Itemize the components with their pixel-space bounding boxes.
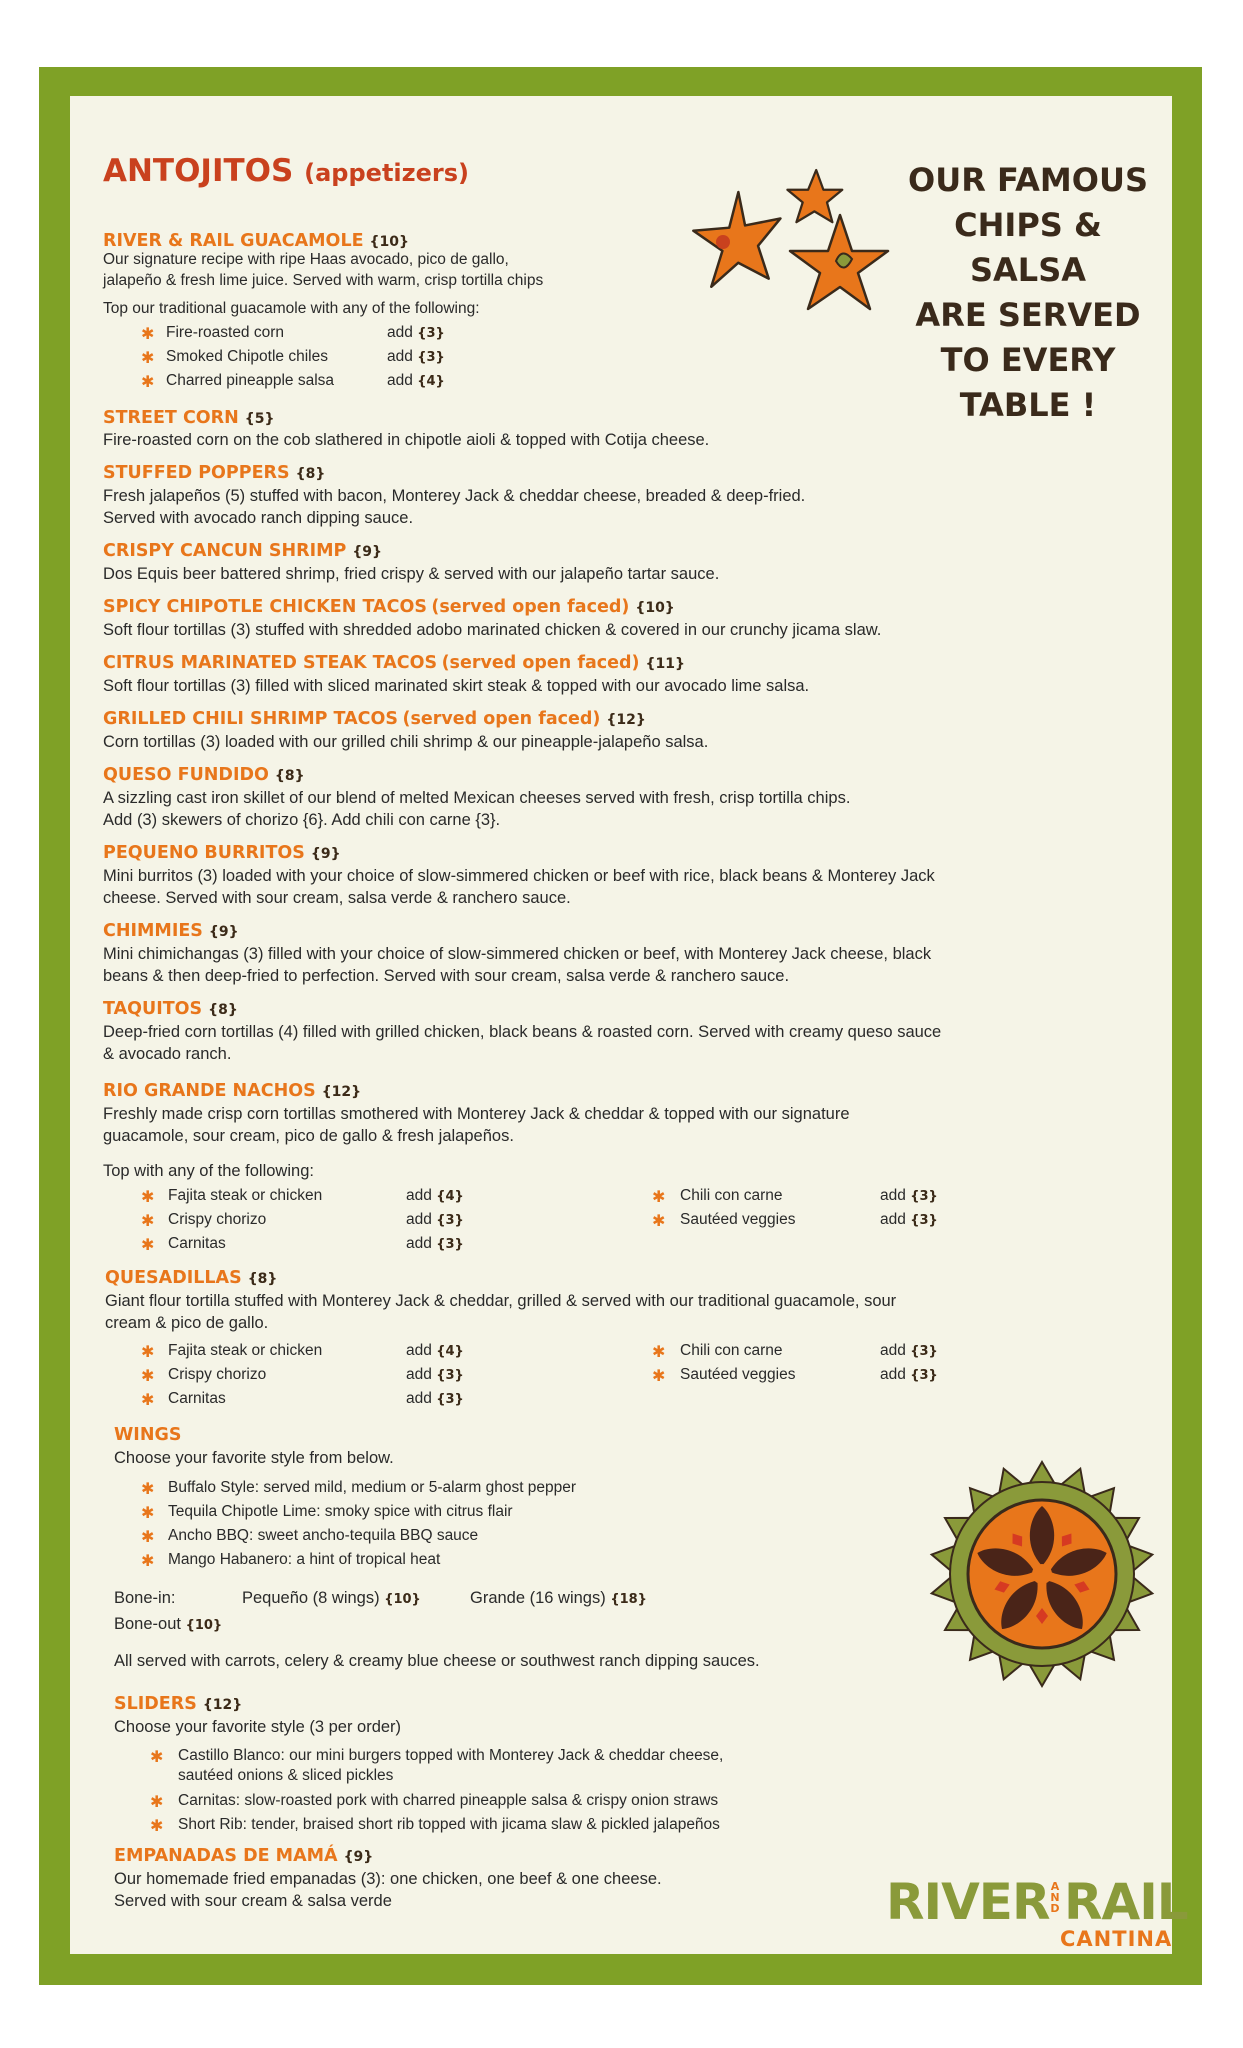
item-desc: Our homemade fried empanadas (3): one chicken, one beef & one cheese. [114, 1870, 662, 1888]
addon-add: add [387, 324, 413, 341]
addon-price: {4} [417, 374, 445, 389]
size-price: {10} [384, 1592, 421, 1607]
section-title-text: ANTOJITOS [103, 153, 294, 189]
item-name: STREET CORN [103, 408, 239, 428]
bullet-icon: ✱ [652, 1344, 666, 1361]
item-desc: Mini chimichangas (3) filled with your choice of slow-simmered chicken or beef, with Monterey Jack cheese, black [103, 945, 932, 963]
addon-price: {4} [436, 1189, 464, 1204]
menu-item [114, 1425, 181, 1445]
bullet-icon: ✱ [141, 1505, 155, 1522]
item-desc: & avocado ranch. [103, 1045, 232, 1063]
logo-and: AND [1050, 1880, 1060, 1915]
addon-add: add [880, 1342, 906, 1359]
section-subtitle: (appetizers) [304, 159, 469, 187]
item-name: STUFFED POPPERS [103, 463, 290, 483]
item-desc: A sizzling cast iron skillet of our blend of melted Mexican cheeses served with fresh, crisp tortilla chips. [103, 789, 851, 807]
item-price: {12} [606, 712, 646, 728]
bullet-icon: ✱ [150, 1818, 164, 1835]
addon-price: {3} [910, 1213, 938, 1228]
bullet-icon: ✱ [141, 1237, 155, 1254]
size-label: Pequeño (8 wings) [242, 1589, 380, 1607]
item-name: EMPANADAS DE MAMÁ [114, 1846, 338, 1866]
item-note: (served open faced) [431, 597, 630, 617]
size-label: Grande (16 wings) [470, 1589, 606, 1607]
addon-add: add [387, 372, 413, 389]
item-price: {10} [369, 234, 409, 250]
style-item: Short Rib: tender, braised short rib topped with jicama slaw & pickled jalapeños [178, 1816, 720, 1833]
addon-label: Fajita steak or chicken [168, 1187, 323, 1204]
logo-rail: RAIL [1064, 1873, 1188, 1931]
menu-item [105, 1268, 277, 1288]
item-desc: Our signature recipe with ripe Haas avocado, pico de gallo, [103, 251, 509, 268]
logo-cantina: CANTINA [1060, 1927, 1173, 1951]
bullet-icon: ✱ [141, 1344, 155, 1361]
item-price: {8} [208, 1002, 238, 1018]
item-desc: cheese. Served with sour cream, salsa verde & ranchero sauce. [103, 889, 571, 907]
addon-label: Charred pineapple salsa [166, 372, 335, 389]
addon-price: {3} [910, 1368, 938, 1383]
addon-label: Crispy chorizo [168, 1211, 267, 1228]
menu-item [103, 408, 274, 428]
item-desc: Deep-fried corn tortillas (4) filled with grilled chicken, black beans & roasted corn. Served with creamy queso sauce [103, 1023, 942, 1041]
addon-price: {4} [436, 1344, 464, 1359]
bullet-icon: ✱ [652, 1213, 666, 1230]
item-desc: Giant flour tortilla stuffed with Monterey Jack & cheddar, grilled & served with our traditional guacamole, sour [105, 1292, 897, 1310]
item-price: {12} [321, 1084, 362, 1100]
addon-add: add [406, 1187, 432, 1204]
item-desc: guacamole, sour cream, pico de gallo & fresh jalapeños. [103, 1127, 514, 1145]
item-desc: Soft flour tortillas (3) filled with sliced marinated skirt steak & topped with our avocado lime salsa. [103, 677, 810, 695]
addon-price: {3} [436, 1368, 464, 1383]
addon-label: Sautéed veggies [680, 1366, 796, 1383]
item-desc: Soft flour tortillas (3) stuffed with shredded adobo marinated chicken & covered in our crunchy jicama slaw. [103, 621, 882, 639]
addon-label: Carnitas [168, 1390, 226, 1407]
addon-price: {3} [910, 1189, 938, 1204]
addon-price: {3} [436, 1237, 464, 1252]
menu-item [103, 999, 238, 1019]
item-name: PEQUENO BURRITOS [103, 843, 305, 863]
promo-block [898, 158, 1158, 428]
size-price: {10} [185, 1618, 223, 1633]
bone-in-label: Bone-in: [114, 1589, 176, 1607]
promo-line: ARE SERVED [915, 296, 1141, 334]
addon-intro: Top our traditional guacamole with any of the following: [103, 300, 480, 317]
item-price: {10} [635, 600, 675, 616]
item-name: SPICY CHIPOTLE CHICKEN TACOS [103, 597, 427, 617]
bullet-icon: ✱ [141, 1529, 155, 1546]
promo-line: CHIPS & SALSA [954, 206, 1102, 289]
addon-price: {3} [910, 1344, 938, 1359]
bullet-icon: ✱ [141, 326, 155, 343]
item-desc: Served with avocado ranch dipping sauce. [103, 509, 414, 527]
addon-price: {3} [436, 1392, 464, 1407]
menu-item [103, 709, 646, 729]
addon-price: {3} [417, 326, 445, 341]
section-title [103, 153, 469, 189]
menu-item [103, 463, 325, 483]
bullet-icon: ✱ [141, 1392, 155, 1409]
item-desc: jalapeño & fresh lime juice. Served with warm, crisp tortilla chips [103, 272, 544, 289]
addon-intro: Top with any of the following: [103, 1162, 314, 1180]
style-item: Mango Habanero: a hint of tropical heat [168, 1551, 441, 1568]
bullet-icon: ✱ [141, 1213, 155, 1230]
item-name: QUESO FUNDIDO [103, 765, 269, 785]
item-desc: Freshly made crisp corn tortillas smothered with Monterey Jack & cheddar & topped with our signature [103, 1105, 850, 1123]
menu-item [103, 1081, 361, 1101]
item-price: {9} [310, 846, 341, 862]
item-price: {9} [343, 1849, 374, 1865]
item-name: RIO GRANDE NACHOS [103, 1081, 316, 1101]
item-desc: beans & then deep-fried to perfection. Served with sour cream, salsa verde & ranchero sauce. [103, 967, 790, 985]
logo-river: RIVER [886, 1873, 1050, 1931]
addon-price: {3} [436, 1213, 464, 1228]
menu-item [103, 921, 239, 941]
item-desc: All served with carrots, celery & creamy blue cheese or southwest ranch dipping sauces. [114, 1652, 760, 1670]
item-desc: Fresh jalapeños (5) stuffed with bacon, Monterey Jack & cheddar cheese, breaded & deep-fried. [103, 487, 806, 505]
bone-out-label: Bone-out [114, 1615, 181, 1633]
item-desc: Mini burritos (3) loaded with your choice of slow-simmered chicken or beef with rice, black beans & Monterey Jack [103, 867, 935, 885]
bullet-icon: ✱ [141, 1189, 155, 1206]
addon-label: Fire-roasted corn [166, 324, 285, 341]
item-price: {8} [247, 1271, 278, 1287]
item-price: {11} [645, 656, 685, 672]
style-item: Ancho BBQ: sweet ancho-tequila BBQ sauce [168, 1527, 479, 1544]
item-name: GRILLED CHILI SHRIMP TACOS [103, 709, 398, 729]
item-name: CITRUS MARINATED STEAK TACOS [103, 653, 438, 673]
addon-label: Chili con carne [680, 1342, 783, 1359]
item-price: {8} [295, 466, 326, 482]
addon-add: add [880, 1211, 906, 1228]
addon-add: add [387, 348, 413, 365]
style-item: sautéed onions & sliced pickles [178, 1767, 394, 1784]
item-name: CRISPY CANCUN SHRIMP [103, 541, 347, 561]
item-price: {9} [208, 924, 239, 940]
bullet-icon: ✱ [652, 1189, 666, 1206]
addon-add: add [406, 1390, 432, 1407]
addon-add: add [406, 1366, 432, 1383]
guacamole-heading [103, 231, 409, 251]
addon-label: Crispy chorizo [168, 1366, 267, 1383]
menu-item [103, 597, 675, 617]
item-name: SLIDERS [114, 1694, 197, 1714]
addon-label: Carnitas [168, 1235, 226, 1252]
item-desc: Corn tortillas (3) loaded with our grilled chili shrimp & our pineapple-jalapeño salsa. [103, 733, 709, 751]
item-desc: cream & pico de gallo. [105, 1314, 269, 1332]
item-name: CHIMMIES [103, 921, 203, 941]
item-price: {5} [244, 411, 275, 427]
bullet-icon: ✱ [141, 350, 155, 367]
style-item: Tequila Chipotle Lime: smoky spice with citrus flair [168, 1503, 513, 1520]
bullet-icon: ✱ [141, 374, 155, 391]
bullet-icon: ✱ [141, 1481, 155, 1498]
menu-item [114, 1846, 373, 1866]
addon-add: add [880, 1187, 906, 1204]
item-price: {9} [352, 544, 383, 560]
addon-add: add [406, 1235, 432, 1252]
menu-item [114, 1694, 242, 1714]
style-item: Carnitas: slow-roasted pork with charred pineapple salsa & crispy onion straws [178, 1792, 719, 1809]
item-price: {12} [202, 1697, 243, 1713]
addon-label: Chili con carne [680, 1187, 783, 1204]
bullet-icon: ✱ [150, 1794, 164, 1811]
menu-item [103, 541, 382, 561]
menu-item [103, 765, 305, 785]
item-name: WINGS [114, 1425, 182, 1445]
item-name: RIVER & RAIL GUACAMOLE [103, 231, 364, 251]
addon-price: {3} [417, 350, 445, 365]
item-desc: Choose your favorite style from below. [114, 1449, 394, 1467]
promo-line: OUR FAMOUS [908, 161, 1148, 199]
stars-icon [670, 165, 910, 340]
promo-line: TO EVERY TABLE ! [940, 341, 1116, 424]
item-note: (served open faced) [441, 653, 640, 673]
menu-item [103, 653, 685, 673]
bullet-icon: ✱ [141, 1553, 155, 1570]
bullet-icon: ✱ [652, 1368, 666, 1385]
item-desc: Choose your favorite style (3 per order) [114, 1718, 402, 1736]
flower-icon [926, 1458, 1158, 1690]
item-desc: Dos Equis beer battered shrimp, fried crispy & served with our jalapeño tartar sauce. [103, 565, 720, 583]
style-item: Buffalo Style: served mild, medium or 5-alarm ghost pepper [168, 1479, 577, 1496]
addon-add: add [406, 1342, 432, 1359]
item-note: (served open faced) [402, 709, 601, 729]
item-desc: Served with sour cream & salsa verde [114, 1892, 392, 1910]
addon-add: add [406, 1211, 432, 1228]
item-desc: Fire-roasted corn on the cob slathered in chipotle aioli & topped with Cotija cheese. [103, 431, 710, 449]
menu-item [103, 843, 341, 863]
brand-logo [886, 1873, 1188, 1953]
style-item: Castillo Blanco: our mini burgers topped with Monterey Jack & cheddar cheese, [178, 1747, 724, 1764]
addon-add: add [880, 1366, 906, 1383]
addon-label: Sautéed veggies [680, 1211, 796, 1228]
item-desc: Add (3) skewers of chorizo {6}. Add chili con carne {3}. [103, 811, 501, 829]
bullet-icon: ✱ [141, 1368, 155, 1385]
addon-label: Smoked Chipotle chiles [166, 348, 328, 365]
item-name: QUESADILLAS [105, 1268, 242, 1288]
item-price: {8} [274, 768, 305, 784]
addon-label: Fajita steak or chicken [168, 1342, 323, 1359]
bullet-icon: ✱ [150, 1749, 164, 1766]
item-name: TAQUITOS [103, 999, 203, 1019]
size-price: {18} [610, 1592, 647, 1607]
